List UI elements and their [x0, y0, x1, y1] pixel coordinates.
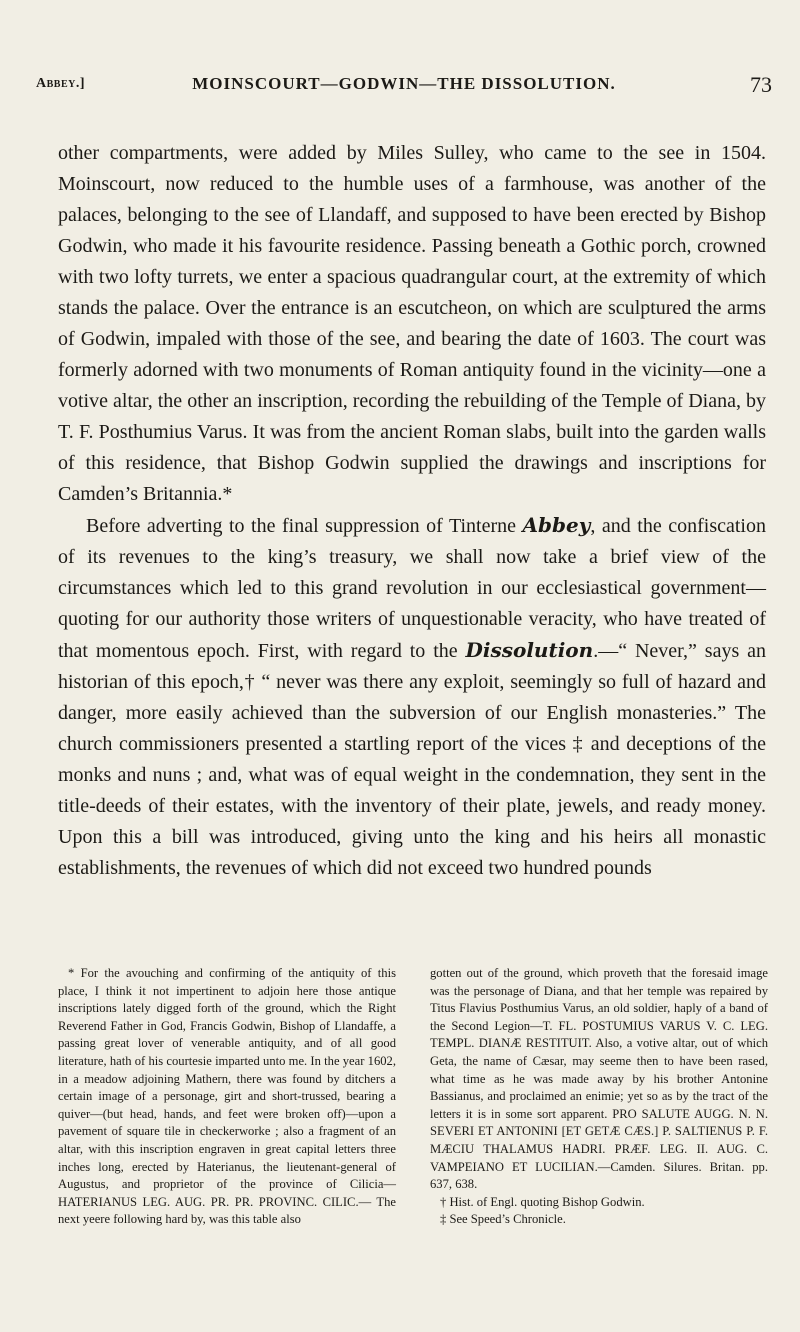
header-title: MOINSCOURT—GODWIN—THE DISSOLUTION. [192, 74, 616, 93]
paragraph-dissolution [58, 510, 766, 884]
footnote-column-right [430, 965, 768, 1229]
footnote-double-dagger: ‡ See Speed’s Chronicle. [440, 1212, 566, 1227]
paragraph-text: , and the confiscation of its revenues to the king’s treasury, we shall now take a brief view of the circumstances which led to this grand revolution in our ecclesiastical government—quoting for our authority those writers of unquestionable veracity, who have treated of that momentous epoch. First, with regard to the [58, 515, 766, 662]
blackletter-dissolution: Dissolution [465, 638, 594, 662]
paragraph-text: .—“ Never,” says an historian of this epoch,† “ never was there any exploit, seemingly so full of hazard and danger, more easily achieved than the subversion of our English monasteries.” The church commissioners presented a startling report of the vices ‡ and deceptions of the monks and nuns ; and, what was of equal weight in the condemnation, they sent in the title-deeds of their estates, with the inventory of their plate, jewels, and ready money. Upon this a bill was introduced, giving unto the king and his heirs all monastic establishments, the revenues of which did not exceed two hundred pounds [58, 640, 766, 879]
main-text [58, 138, 766, 884]
footnote-star: * For the avouching and confirming of the antiquity of this place, I think it not impertinent to adjoin here those antique inscriptions lately digged forth of the ground, which the Right Reverend Father in God, Francis Godwin, Bishop of Llandaffe, a passing great lover of venerable antiquity, and of all good literature, hath of his courtesie imparted unto me. In the year 1602, in a meadow adjoining Mathern, there was found by ditchers a certain image of a personage, girt and short-trussed, bearing a quiver—(but head, hands, and feet were broken off)—upon a pavement of square tile in checkerworke ; also a fragment of an altar, with this inscription engraven in great capital letters three inches long, erected by Haterianus, the lieutenant-general of Augustus, and proprietor of the province of Cilicia—HATERIANUS LEG. AUG. PR. PR. PROVINC. CILIC.— The next yeere following hard by, was this table also [58, 966, 396, 1227]
blackletter-abbey: Abbey [522, 513, 591, 537]
footnote-star-continued: gotten out of the ground, which proveth that the foresaid image was the personage of Diana, and that her temple was repaired by Titus Flavius Posthumius Varus, an old soldier, haply of a band of the Second Legion—T. FL. POSTUMIUS VARUS V. C. LEG. TEMPL. DIANÆ RESTITUIT. Also, a votive altar, out of which Geta, the name of Cæsar, may seeme then to have been rased, what time as he was made away by his brother Antonine Bassianus, and proclaimed an enimie; yet so as by the tract of the letters it is in some sort apparent. PRO SALUTE AUGG. N. N. SEVERI ET ANTONINI [ET GETÆ CÆS.] P. SALTIENUS P. F. MÆCIU THALAMUS HADRI. PRÆF. LEG. II. AUG. C. VAMPEIANO ET LUCILIAN.—Camden. Silures. Britan. pp. 637, 638. [430, 966, 768, 1192]
running-header [36, 74, 772, 98]
footnote-dagger: † Hist. of Engl. quoting Bishop Godwin. [440, 1194, 645, 1209]
header-section-label: Abbey.] [36, 76, 86, 91]
footnote-column-left [58, 965, 396, 1229]
paragraph-moinscourt: other compartments, were added by Miles Sulley, who came to the see in 1504. Moinscourt, now reduced to the humble uses of a farmhouse, was another of the palaces, belonging to the see of Llandaff, and supposed to have been erected by Bishop Godwin, who made it his favourite residence. Passing beneath a Gothic porch, crowned with two lofty turrets, we enter a spacious quadrangular court, at the extremity of which stands the palace. Over the entrance is an escutcheon, on which are sculptured the arms of Godwin, impaled with those of the see, and bearing the date of 1603. The court was formerly adorned with two monuments of Roman antiquity found in the vicinity—one a votive altar, the other an inscription, recording the rebuilding of the Temple of Diana, by T. F. Posthumius Varus. It was from the ancient Roman slabs, built into the garden walls of this residence, that Bishop Godwin supplied the drawings and inscriptions for Camden’s Britannia.* [58, 142, 766, 505]
page-number: 73 [750, 72, 772, 97]
paragraph-text: Before adverting to the final suppression of Tinterne [86, 515, 523, 537]
